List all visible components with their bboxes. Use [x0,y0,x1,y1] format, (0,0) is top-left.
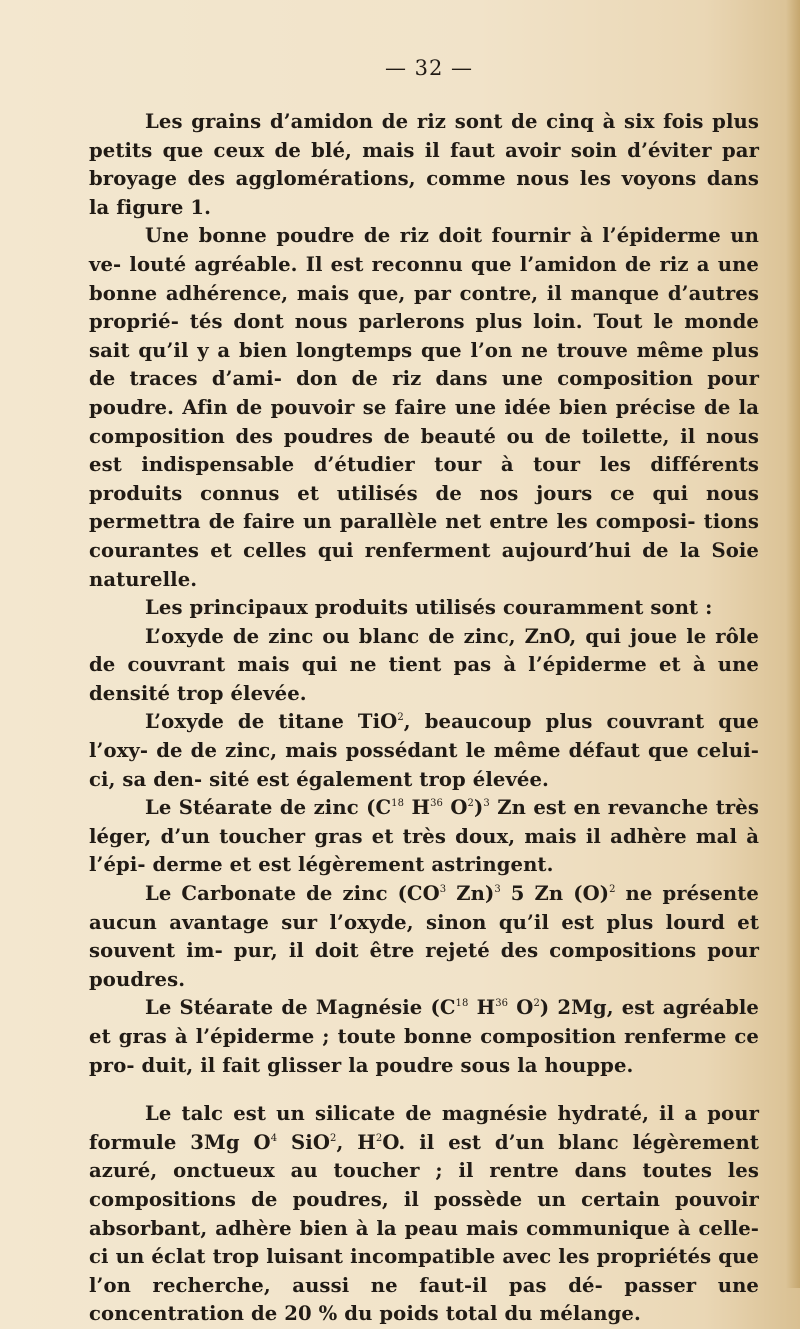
paragraph: Le Stéarate de zinc ($C^{18}$ $H^{36}$ $O^2)^3$ Zn est en revanche très léger, d’un toucher gras et très doux, mais il adhère mal à l’épi- derme et est légèrement astringent. [89,796,759,877]
paragraph: Le Stéarate de Magnésie ($C^{18}$ $H^{36}$ $O^2$) 2Mg, est agréable et gras à l’épiderme ; toute bonne composition renferme ce pro- duit, il fait glisser la poudre sous la houppe. [89,996,759,1077]
paragraph: Le talc est un silicate de magnésie hydraté, il a pour formule 3Mg $O^4$ SiO$^2$, $H^2O$. il est d’un blanc légèrement azuré, onctueux au toucher ; il rentre dans toutes les compositions de poudres, il possède un certain pouvoir absorbant, adhère bien à la peau mais communique à celle-ci un éclat trop luisant incompatible avec les propriétés que l’on recherche, aussi ne faut-il pas dé- passer une concentration de 20 % du poids total du mélange. [89,1102,759,1326]
document-page [89,56,759,1329]
page-edge-shadow [786,0,800,1288]
paragraph: Les principaux produits utilisés couramment sont : [145,596,713,620]
paragraph: Les grains d’amidon de riz sont de cinq à six fois plus petits que ceux de blé, mais il faut avoir soin d’éviter par broyage des agglomérations, comme nous les voyons dans la figure 1. [89,110,759,219]
paragraph: Une bonne poudre de riz doit fournir à l’épiderme un ve- louté agréable. Il est reconnu que l’amidon de riz a une bonne adhérence, mais que, par contre, il manque d’autres proprié- tés dont nous parlerons plus loin. Tout le monde sait qu’il y a bien longtemps que l’on ne trouve même plus de traces d’ami- don de riz dans une composition pour poudre. Afin de pouvoir se faire une idée bien précise de la composition des poudres de beauté ou de toilette, il nous est indispensable d’étudier tour à tour les différents produits connus et utilisés de nos jours ce qui nous permettra de faire un parallèle net entre les composi- tions courantes et celles qui renferment aujourd’hui de la Soie naturelle. [89,224,759,591]
paragraph: L’oxyde de titane TiO$^2$, beaucoup plus couvrant que l’oxy- de de zinc, mais possédant le même défaut que celui-ci, sa den- sité est également trop élevée. [89,710,759,791]
paragraph: Le Carbonate de zinc ($CO^3$ Zn)$^3$ 5 Zn $(O)^2$ ne présente aucun avantage sur l’oxyde, sinon qu’il est plus lourd et souvent im- pur, il doit être rejeté des compositions pour poudres. [89,882,759,991]
page-number: — 32 — [384,56,474,80]
paragraph: L’oxyde de zinc ou blanc de zinc, ZnO, qui joue le rôle de couvrant mais qui ne tient pas à l’épiderme et à une densité trop élevée. [89,624,759,705]
body-text [89,108,759,1329]
